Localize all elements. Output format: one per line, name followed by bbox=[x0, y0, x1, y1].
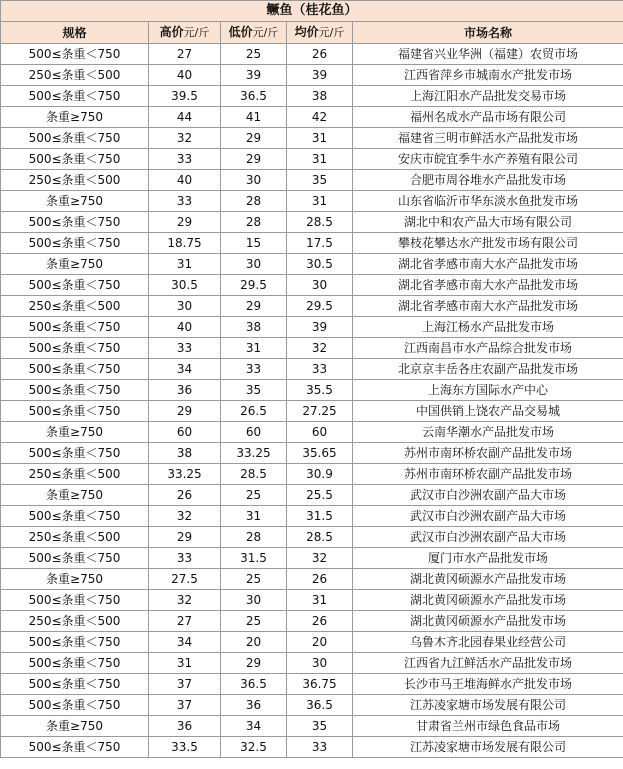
cell-low: 30 bbox=[221, 590, 287, 611]
cell-low: 25 bbox=[221, 44, 287, 65]
cell-high: 39.5 bbox=[149, 86, 221, 107]
table-row bbox=[1, 674, 623, 695]
cell-market: 云南华潮水产品批发市场 bbox=[353, 422, 623, 443]
cell-low: 28 bbox=[221, 527, 287, 548]
cell-market: 福州名成水产品市场有限公司 bbox=[353, 107, 623, 128]
cell-market: 合肥市周谷堆水产品批发市场 bbox=[353, 170, 623, 191]
cell-high: 31 bbox=[149, 254, 221, 275]
cell-avg: 30 bbox=[287, 653, 353, 674]
table-row bbox=[1, 485, 623, 506]
cell-high: 29 bbox=[149, 212, 221, 233]
cell-market: 湖北省孝感市南大水产品批发市场 bbox=[353, 275, 623, 296]
cell-high: 36 bbox=[149, 716, 221, 737]
cell-avg: 30 bbox=[287, 275, 353, 296]
cell-market: 湖北黄冈硕源水产品批发市场 bbox=[353, 569, 623, 590]
cell-spec: 条重≥750 bbox=[1, 107, 149, 128]
table-row bbox=[1, 149, 623, 170]
cell-low: 25 bbox=[221, 485, 287, 506]
cell-avg: 26 bbox=[287, 44, 353, 65]
cell-spec: 500≤条重＜750 bbox=[1, 737, 149, 758]
cell-spec: 250≤条重＜500 bbox=[1, 170, 149, 191]
cell-low: 28 bbox=[221, 191, 287, 212]
table-row bbox=[1, 296, 623, 317]
header-high: 高价元/斤 bbox=[149, 22, 221, 44]
header-spec: 规格 bbox=[1, 22, 149, 44]
cell-spec: 250≤条重＜500 bbox=[1, 611, 149, 632]
cell-avg: 42 bbox=[287, 107, 353, 128]
cell-market: 苏州市南环桥农副产品批发市场 bbox=[353, 443, 623, 464]
cell-low: 36 bbox=[221, 695, 287, 716]
cell-low: 32.5 bbox=[221, 737, 287, 758]
cell-avg: 26 bbox=[287, 569, 353, 590]
cell-market: 安庆市皖宜季牛水产养殖有限公司 bbox=[353, 149, 623, 170]
cell-spec: 500≤条重＜750 bbox=[1, 653, 149, 674]
cell-low: 29 bbox=[221, 296, 287, 317]
cell-high: 44 bbox=[149, 107, 221, 128]
cell-market: 甘肃省兰州市绿色食品市场 bbox=[353, 716, 623, 737]
cell-high: 30.5 bbox=[149, 275, 221, 296]
cell-spec: 500≤条重＜750 bbox=[1, 401, 149, 422]
cell-avg: 35.5 bbox=[287, 380, 353, 401]
cell-avg: 39 bbox=[287, 65, 353, 86]
cell-avg: 20 bbox=[287, 632, 353, 653]
cell-low: 28 bbox=[221, 212, 287, 233]
cell-low: 35 bbox=[221, 380, 287, 401]
cell-low: 20 bbox=[221, 632, 287, 653]
cell-high: 26 bbox=[149, 485, 221, 506]
cell-avg: 38 bbox=[287, 86, 353, 107]
header-market: 市场名称 bbox=[353, 22, 623, 44]
cell-market: 湖北黄冈硕源水产品批发市场 bbox=[353, 590, 623, 611]
cell-low: 41 bbox=[221, 107, 287, 128]
cell-spec: 500≤条重＜750 bbox=[1, 632, 149, 653]
cell-spec: 500≤条重＜750 bbox=[1, 359, 149, 380]
cell-spec: 500≤条重＜750 bbox=[1, 44, 149, 65]
table-row bbox=[1, 44, 623, 65]
cell-market: 长沙市马王堆海鲜水产批发市场 bbox=[353, 674, 623, 695]
cell-high: 36 bbox=[149, 380, 221, 401]
cell-spec: 500≤条重＜750 bbox=[1, 443, 149, 464]
cell-low: 29.5 bbox=[221, 275, 287, 296]
cell-high: 27 bbox=[149, 44, 221, 65]
cell-market: 山东省临沂市华东淡水鱼批发市场 bbox=[353, 191, 623, 212]
table-row bbox=[1, 359, 623, 380]
cell-low: 34 bbox=[221, 716, 287, 737]
cell-avg: 28.5 bbox=[287, 527, 353, 548]
table-row bbox=[1, 653, 623, 674]
cell-high: 33 bbox=[149, 548, 221, 569]
cell-low: 25 bbox=[221, 611, 287, 632]
table-row bbox=[1, 170, 623, 191]
cell-high: 60 bbox=[149, 422, 221, 443]
cell-low: 30 bbox=[221, 170, 287, 191]
cell-market: 湖北省孝感市南大水产品批发市场 bbox=[353, 296, 623, 317]
cell-avg: 26 bbox=[287, 611, 353, 632]
header-avg: 均价元/斤 bbox=[287, 22, 353, 44]
cell-market: 江西南昌市水产品综合批发市场 bbox=[353, 338, 623, 359]
cell-avg: 32 bbox=[287, 338, 353, 359]
table-row bbox=[1, 401, 623, 422]
cell-spec: 500≤条重＜750 bbox=[1, 506, 149, 527]
cell-high: 30 bbox=[149, 296, 221, 317]
cell-high: 29 bbox=[149, 527, 221, 548]
cell-high: 27 bbox=[149, 611, 221, 632]
cell-high: 18.75 bbox=[149, 233, 221, 254]
cell-market: 武汉市白沙洲农副产品大市场 bbox=[353, 485, 623, 506]
cell-spec: 500≤条重＜750 bbox=[1, 86, 149, 107]
cell-avg: 35 bbox=[287, 170, 353, 191]
table-row bbox=[1, 506, 623, 527]
cell-spec: 条重≥750 bbox=[1, 191, 149, 212]
cell-market: 上海东方国际水产中心 bbox=[353, 380, 623, 401]
cell-avg: 31 bbox=[287, 128, 353, 149]
cell-avg: 60 bbox=[287, 422, 353, 443]
cell-high: 29 bbox=[149, 401, 221, 422]
table-row bbox=[1, 569, 623, 590]
cell-spec: 250≤条重＜500 bbox=[1, 296, 149, 317]
cell-avg: 28.5 bbox=[287, 212, 353, 233]
table-row bbox=[1, 548, 623, 569]
table-row bbox=[1, 695, 623, 716]
cell-high: 33.25 bbox=[149, 464, 221, 485]
cell-high: 37 bbox=[149, 674, 221, 695]
cell-low: 29 bbox=[221, 128, 287, 149]
cell-spec: 500≤条重＜750 bbox=[1, 128, 149, 149]
cell-low: 60 bbox=[221, 422, 287, 443]
table-row bbox=[1, 212, 623, 233]
cell-high: 32 bbox=[149, 590, 221, 611]
cell-market: 上海江阳水产品批发交易市场 bbox=[353, 86, 623, 107]
cell-market: 湖北中和农产品大市场有限公司 bbox=[353, 212, 623, 233]
header-row bbox=[1, 22, 623, 44]
table-row bbox=[1, 191, 623, 212]
cell-high: 33 bbox=[149, 191, 221, 212]
cell-high: 32 bbox=[149, 128, 221, 149]
cell-spec: 500≤条重＜750 bbox=[1, 317, 149, 338]
cell-low: 31.5 bbox=[221, 548, 287, 569]
cell-low: 38 bbox=[221, 317, 287, 338]
cell-high: 33 bbox=[149, 338, 221, 359]
cell-high: 40 bbox=[149, 317, 221, 338]
cell-avg: 29.5 bbox=[287, 296, 353, 317]
cell-low: 39 bbox=[221, 65, 287, 86]
cell-spec: 500≤条重＜750 bbox=[1, 212, 149, 233]
cell-avg: 36.5 bbox=[287, 695, 353, 716]
cell-spec: 500≤条重＜750 bbox=[1, 380, 149, 401]
cell-market: 湖北黄冈硕源水产品批发市场 bbox=[353, 611, 623, 632]
cell-spec: 500≤条重＜750 bbox=[1, 548, 149, 569]
cell-avg: 39 bbox=[287, 317, 353, 338]
cell-market: 武汉市白沙洲农副产品大市场 bbox=[353, 506, 623, 527]
cell-high: 33 bbox=[149, 149, 221, 170]
cell-spec: 500≤条重＜750 bbox=[1, 149, 149, 170]
cell-avg: 30.9 bbox=[287, 464, 353, 485]
cell-avg: 33 bbox=[287, 737, 353, 758]
cell-spec: 500≤条重＜750 bbox=[1, 590, 149, 611]
table-row bbox=[1, 590, 623, 611]
cell-spec: 条重≥750 bbox=[1, 254, 149, 275]
cell-market: 中国供销上饶农产品交易城 bbox=[353, 401, 623, 422]
table-row bbox=[1, 128, 623, 149]
table-row bbox=[1, 464, 623, 485]
cell-market: 江苏凌家塘市场发展有限公司 bbox=[353, 695, 623, 716]
table-row bbox=[1, 632, 623, 653]
table-row bbox=[1, 317, 623, 338]
cell-spec: 500≤条重＜750 bbox=[1, 338, 149, 359]
cell-avg: 32 bbox=[287, 548, 353, 569]
cell-market: 上海江杨水产品批发市场 bbox=[353, 317, 623, 338]
table-row bbox=[1, 716, 623, 737]
cell-low: 29 bbox=[221, 149, 287, 170]
cell-spec: 500≤条重＜750 bbox=[1, 695, 149, 716]
cell-avg: 33 bbox=[287, 359, 353, 380]
cell-market: 北京京丰岳各庄农副产品批发市场 bbox=[353, 359, 623, 380]
cell-low: 31 bbox=[221, 506, 287, 527]
cell-spec: 250≤条重＜500 bbox=[1, 464, 149, 485]
cell-avg: 35.65 bbox=[287, 443, 353, 464]
cell-high: 27.5 bbox=[149, 569, 221, 590]
cell-market: 福建省三明市鲜活水产品批发市场 bbox=[353, 128, 623, 149]
cell-high: 34 bbox=[149, 359, 221, 380]
cell-spec: 250≤条重＜500 bbox=[1, 527, 149, 548]
cell-avg: 36.75 bbox=[287, 674, 353, 695]
cell-spec: 500≤条重＜750 bbox=[1, 674, 149, 695]
header-low: 低价元/斤 bbox=[221, 22, 287, 44]
cell-avg: 31 bbox=[287, 149, 353, 170]
cell-high: 40 bbox=[149, 170, 221, 191]
cell-low: 30 bbox=[221, 254, 287, 275]
cell-spec: 500≤条重＜750 bbox=[1, 233, 149, 254]
table-row bbox=[1, 254, 623, 275]
cell-low: 33.25 bbox=[221, 443, 287, 464]
table-row bbox=[1, 737, 623, 758]
cell-avg: 17.5 bbox=[287, 233, 353, 254]
cell-avg: 35 bbox=[287, 716, 353, 737]
cell-low: 28.5 bbox=[221, 464, 287, 485]
cell-avg: 25.5 bbox=[287, 485, 353, 506]
table-row bbox=[1, 380, 623, 401]
cell-high: 40 bbox=[149, 65, 221, 86]
table-row bbox=[1, 86, 623, 107]
cell-market: 江苏凌家塘市场发展有限公司 bbox=[353, 737, 623, 758]
cell-market: 湖北省孝感市南大水产品批发市场 bbox=[353, 254, 623, 275]
table-row bbox=[1, 338, 623, 359]
table-row bbox=[1, 65, 623, 86]
cell-high: 34 bbox=[149, 632, 221, 653]
table-row bbox=[1, 107, 623, 128]
cell-market: 苏州市南环桥农副产品批发市场 bbox=[353, 464, 623, 485]
cell-low: 29 bbox=[221, 653, 287, 674]
cell-high: 33.5 bbox=[149, 737, 221, 758]
cell-low: 33 bbox=[221, 359, 287, 380]
cell-low: 31 bbox=[221, 338, 287, 359]
cell-avg: 27.25 bbox=[287, 401, 353, 422]
cell-high: 32 bbox=[149, 506, 221, 527]
cell-low: 15 bbox=[221, 233, 287, 254]
table-row bbox=[1, 611, 623, 632]
cell-market: 江西省萍乡市城南水产批发市场 bbox=[353, 65, 623, 86]
table-row bbox=[1, 275, 623, 296]
cell-market: 厦门市水产品批发市场 bbox=[353, 548, 623, 569]
cell-market: 福建省兴业华洲（福建）农贸市场 bbox=[353, 44, 623, 65]
cell-market: 江西省九江鲜活水产品批发市场 bbox=[353, 653, 623, 674]
cell-spec: 500≤条重＜750 bbox=[1, 275, 149, 296]
cell-spec: 条重≥750 bbox=[1, 569, 149, 590]
table-row bbox=[1, 527, 623, 548]
cell-avg: 31 bbox=[287, 590, 353, 611]
table-row bbox=[1, 422, 623, 443]
cell-avg: 31.5 bbox=[287, 506, 353, 527]
cell-low: 25 bbox=[221, 569, 287, 590]
cell-high: 31 bbox=[149, 653, 221, 674]
cell-market: 攀枝花攀达水产批发市场有限公司 bbox=[353, 233, 623, 254]
cell-low: 36.5 bbox=[221, 674, 287, 695]
cell-high: 37 bbox=[149, 695, 221, 716]
cell-avg: 31 bbox=[287, 191, 353, 212]
cell-high: 38 bbox=[149, 443, 221, 464]
cell-spec: 条重≥750 bbox=[1, 485, 149, 506]
table-title: 鳜鱼（桂花鱼） bbox=[1, 1, 623, 22]
cell-market: 武汉市白沙洲农副产品大市场 bbox=[353, 527, 623, 548]
cell-spec: 250≤条重＜500 bbox=[1, 65, 149, 86]
cell-spec: 条重≥750 bbox=[1, 716, 149, 737]
cell-low: 36.5 bbox=[221, 86, 287, 107]
cell-spec: 条重≥750 bbox=[1, 422, 149, 443]
cell-low: 26.5 bbox=[221, 401, 287, 422]
table-row bbox=[1, 443, 623, 464]
cell-market: 乌鲁木齐北园春果业经营公司 bbox=[353, 632, 623, 653]
cell-avg: 30.5 bbox=[287, 254, 353, 275]
table-row bbox=[1, 233, 623, 254]
